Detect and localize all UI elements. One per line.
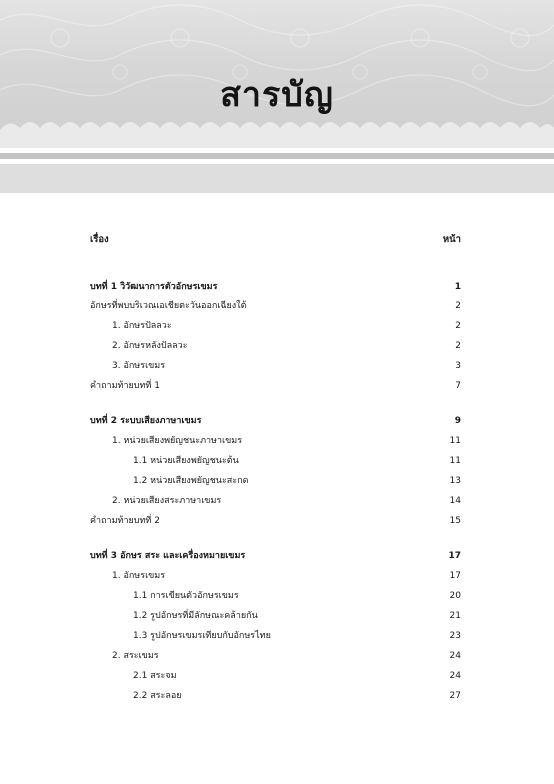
- toc-entry: [90, 433, 461, 449]
- toc-entry: [90, 668, 461, 684]
- header-banner: [0, 0, 554, 148]
- toc-entry-title: 1.1 การเขียนตัวอักษรเขมร: [133, 591, 239, 601]
- toc-entry-title: อักษรที่พบบริเวณเอเชียตะวันออกเฉียงใต้: [90, 301, 247, 311]
- toc-entry-page: 17: [449, 571, 461, 581]
- toc-entry: [90, 493, 461, 509]
- toc-entry-title: 2. หน่วยเสียงสระภาษาเขมร: [112, 496, 222, 506]
- toc-entry-page: 2: [455, 301, 461, 311]
- toc-entry-page: 24: [449, 651, 461, 661]
- toc-entry-page: 20: [449, 591, 461, 601]
- toc-entry: [90, 568, 461, 584]
- toc-header-page: หน้า: [442, 234, 461, 245]
- toc-entry-page: 7: [455, 381, 461, 391]
- toc-entry-page: 9: [454, 416, 461, 426]
- toc-entry: [90, 318, 461, 334]
- toc-entry: [90, 608, 461, 624]
- toc-entry: [90, 473, 461, 489]
- toc-entry-page: 1: [454, 282, 461, 292]
- toc-entry-title: 1. อักษรเขมร: [112, 571, 166, 581]
- toc-entry-title: บทที่ 3 อักษร สระ และเครื่องหมายเขมร: [90, 551, 246, 561]
- toc-entry-page: 11: [449, 456, 461, 466]
- toc-entry-page: 17: [448, 551, 461, 561]
- page-title: สารบัญ: [220, 75, 334, 115]
- toc-entry-title: 2. อักษรหลังปัลลวะ: [112, 341, 188, 351]
- toc-entry-page: 13: [449, 476, 461, 486]
- toc-entry-page: 21: [449, 611, 461, 621]
- toc-header-topic: เรื่อง: [90, 234, 109, 245]
- toc-entry-title: 1.3 รูปอักษรเขมรเทียบกับอักษรไทย: [133, 631, 271, 641]
- toc-entry: [90, 688, 461, 704]
- toc-entry-title: 3. อักษรเขมร: [112, 361, 166, 371]
- toc-entry-page: 2: [455, 341, 461, 351]
- toc-entry-title: คำถามท้ายบทที่ 2: [90, 516, 160, 526]
- toc-entry-title: 2.1 สระจม: [133, 671, 177, 681]
- toc-entry-title: 1. อักษรปัลลวะ: [112, 321, 172, 331]
- toc-entry-title: คำถามท้ายบทที่ 1: [90, 381, 160, 391]
- toc-entry-page: 11: [449, 436, 461, 446]
- toc-entry-title: 2.2 สระลอย: [133, 691, 182, 701]
- divider-stripe: [0, 153, 554, 159]
- toc-entry: [90, 588, 461, 604]
- toc-entry-title: 1.2 หน่วยเสียงพยัญชนะสะกด: [133, 476, 249, 486]
- toc-entry: [90, 413, 461, 429]
- toc-entry-page: 14: [449, 496, 461, 506]
- toc-header: [90, 230, 461, 246]
- toc-entry-page: 27: [449, 691, 461, 701]
- toc-entry-title: บทที่ 2 ระบบเสียงภาษาเขมร: [90, 416, 202, 426]
- toc-entry-page: 3: [455, 361, 461, 371]
- toc-entry: [90, 513, 461, 529]
- toc-entry: [90, 279, 461, 295]
- toc-entry-title: บทที่ 1 วิวัฒนาการตัวอักษรเขมร: [90, 282, 218, 292]
- toc-entry-title: 2. สระเขมร: [112, 651, 159, 661]
- toc-entry: [90, 548, 461, 564]
- toc-entry: [90, 648, 461, 664]
- toc-entry-page: 23: [449, 631, 461, 641]
- toc-entry-title: 1. หน่วยเสียงพยัญชนะภาษาเขมร: [112, 436, 243, 446]
- toc-entry-title: 1.2 รูปอักษรที่มีลักษณะคล้ายกัน: [133, 611, 258, 621]
- toc-entry-page: 15: [449, 516, 461, 526]
- toc-entry: [90, 453, 461, 469]
- toc-entry: [90, 358, 461, 374]
- toc-entry: [90, 338, 461, 354]
- toc-entry: [90, 298, 461, 314]
- toc-entry-title: 1.1 หน่วยเสียงพยัญชนะต้น: [133, 456, 239, 466]
- toc-entry-page: 24: [449, 671, 461, 681]
- toc-entry: [90, 378, 461, 394]
- toc-entry-page: 2: [455, 321, 461, 331]
- divider-band: [0, 164, 554, 193]
- toc-entry: [90, 628, 461, 644]
